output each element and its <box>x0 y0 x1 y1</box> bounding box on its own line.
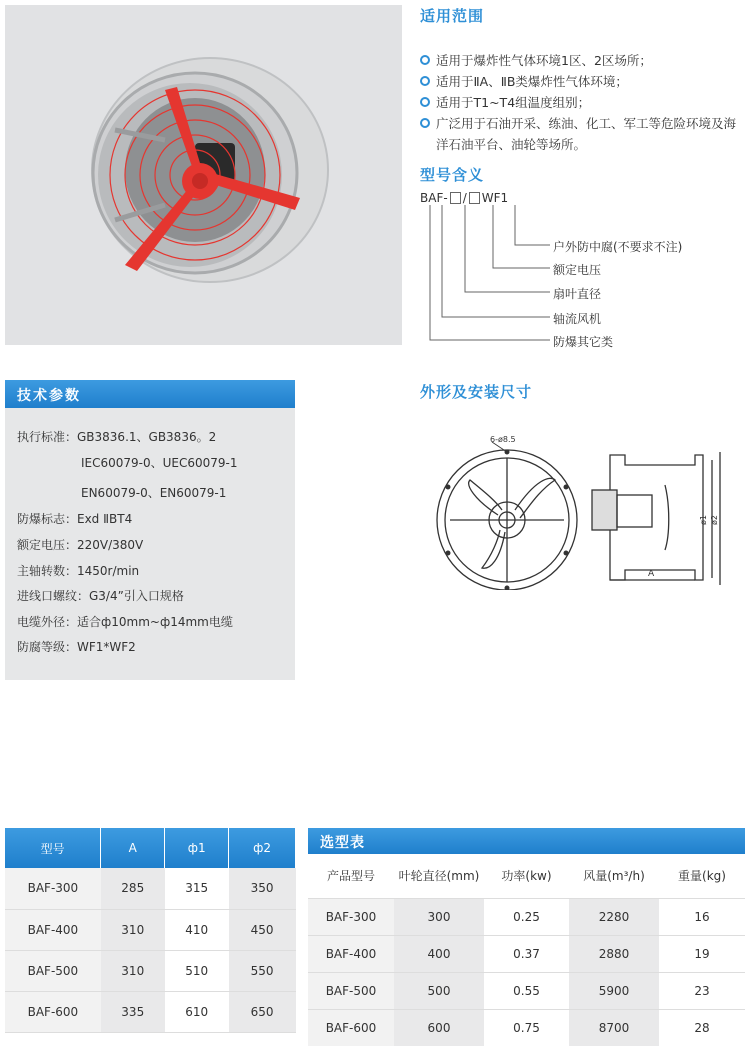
table-row: BAF-400 400 0.37 2880 19 <box>308 935 745 972</box>
header-cell: 产品型号 <box>308 854 394 898</box>
dimension-table <box>5 828 296 1033</box>
tech-line: 电缆外径：适合ф10mm~ф14mm电缆 <box>17 615 233 629</box>
bullet-icon <box>420 97 430 107</box>
outline-title: 外形及安装尺寸 <box>420 383 533 401</box>
tech-panel <box>5 380 295 680</box>
selection-header <box>308 828 745 854</box>
tech-line: IEC60079-0、UEC60079-1 <box>81 456 238 470</box>
model-code: BAF- / WF1 <box>420 191 509 205</box>
model-desc-1: 户外防中腐(不要求不注) <box>553 240 683 254</box>
fan-illustration <box>5 5 402 345</box>
header-cell: ф2 <box>229 828 296 868</box>
outline-drawing <box>420 430 725 590</box>
list-item: 适用于ⅡA、ⅡB类爆炸性气体环境； <box>420 71 745 92</box>
table-row: BAF-300 285 315 350 <box>5 868 296 909</box>
tech-title: 技术参数 <box>17 388 81 404</box>
tech-line: 进线口螺纹：G3/4”引入口规格 <box>17 589 184 603</box>
header-cell: 重量(kg) <box>659 854 745 898</box>
tech-header <box>5 380 295 408</box>
table-row: BAF-600 335 610 650 <box>5 991 296 1032</box>
model-bracket-lines <box>420 205 560 345</box>
table-row: BAF-400 310 410 450 <box>5 909 296 950</box>
table-header-row <box>5 828 296 868</box>
table-row: BAF-600 600 0.75 8700 28 <box>308 1009 745 1046</box>
bullet-icon <box>420 55 430 65</box>
header-cell: 叶轮直径(mm) <box>394 854 484 898</box>
tech-line: 执行标准：GB3836.1、GB3836。2 <box>17 430 217 444</box>
header-cell: 功率(kw) <box>484 854 569 898</box>
tech-line: 主轴转数：1450r/min <box>17 564 140 578</box>
list-item: 广泛用于石油开采、练油、化工、军工等危险环境及海洋石油平台、油轮等场所。 <box>420 113 745 155</box>
header-cell: 型号 <box>5 828 101 868</box>
list-item: 适用于T1~T4组温度组别； <box>420 92 745 113</box>
tech-line: 额定电压：220V/380V <box>17 538 144 552</box>
table-row: BAF-500 310 510 550 <box>5 950 296 991</box>
selection-table <box>308 854 745 1046</box>
header-cell: ф1 <box>165 828 229 868</box>
table-row: BAF-300 300 0.25 2280 16 <box>308 898 745 935</box>
header-cell: A <box>101 828 165 868</box>
model-desc-4: 轴流风机 <box>553 312 602 326</box>
dim-phi2-label: ø2 <box>710 515 719 525</box>
bullet-icon <box>420 118 430 128</box>
tech-line: 防爆标志：Exd ⅡBT4 <box>17 512 133 526</box>
model-desc-2: 额定电压 <box>553 263 602 277</box>
list-item: 适用于爆炸性气体环境1区、2区场所； <box>420 50 745 71</box>
dim-a-label: A <box>648 569 655 579</box>
hole-label: 6-ø8.5 <box>490 435 516 444</box>
model-desc-5: 防爆其它类 <box>553 335 614 349</box>
model-desc-3: 扇叶直径 <box>553 287 602 301</box>
model-meaning-title: 型号含义 <box>420 166 485 184</box>
bullet-icon <box>420 76 430 86</box>
placeholder-box <box>450 192 461 204</box>
tech-line: 防腐等级：WF1*WF2 <box>17 640 136 654</box>
placeholder-box <box>469 192 480 204</box>
table-header-row <box>308 854 745 898</box>
tech-line: EN60079-0、EN60079-1 <box>81 486 227 500</box>
table-row: BAF-500 500 0.55 5900 23 <box>308 972 745 1009</box>
dim-phi1-label: ø1 <box>699 515 708 525</box>
scope-list <box>420 50 745 155</box>
header-cell: 风量(m³/h) <box>569 854 659 898</box>
product-photo <box>5 5 402 345</box>
selection-title: 选型表 <box>320 835 365 851</box>
scope-title: 适用范围 <box>420 7 485 25</box>
